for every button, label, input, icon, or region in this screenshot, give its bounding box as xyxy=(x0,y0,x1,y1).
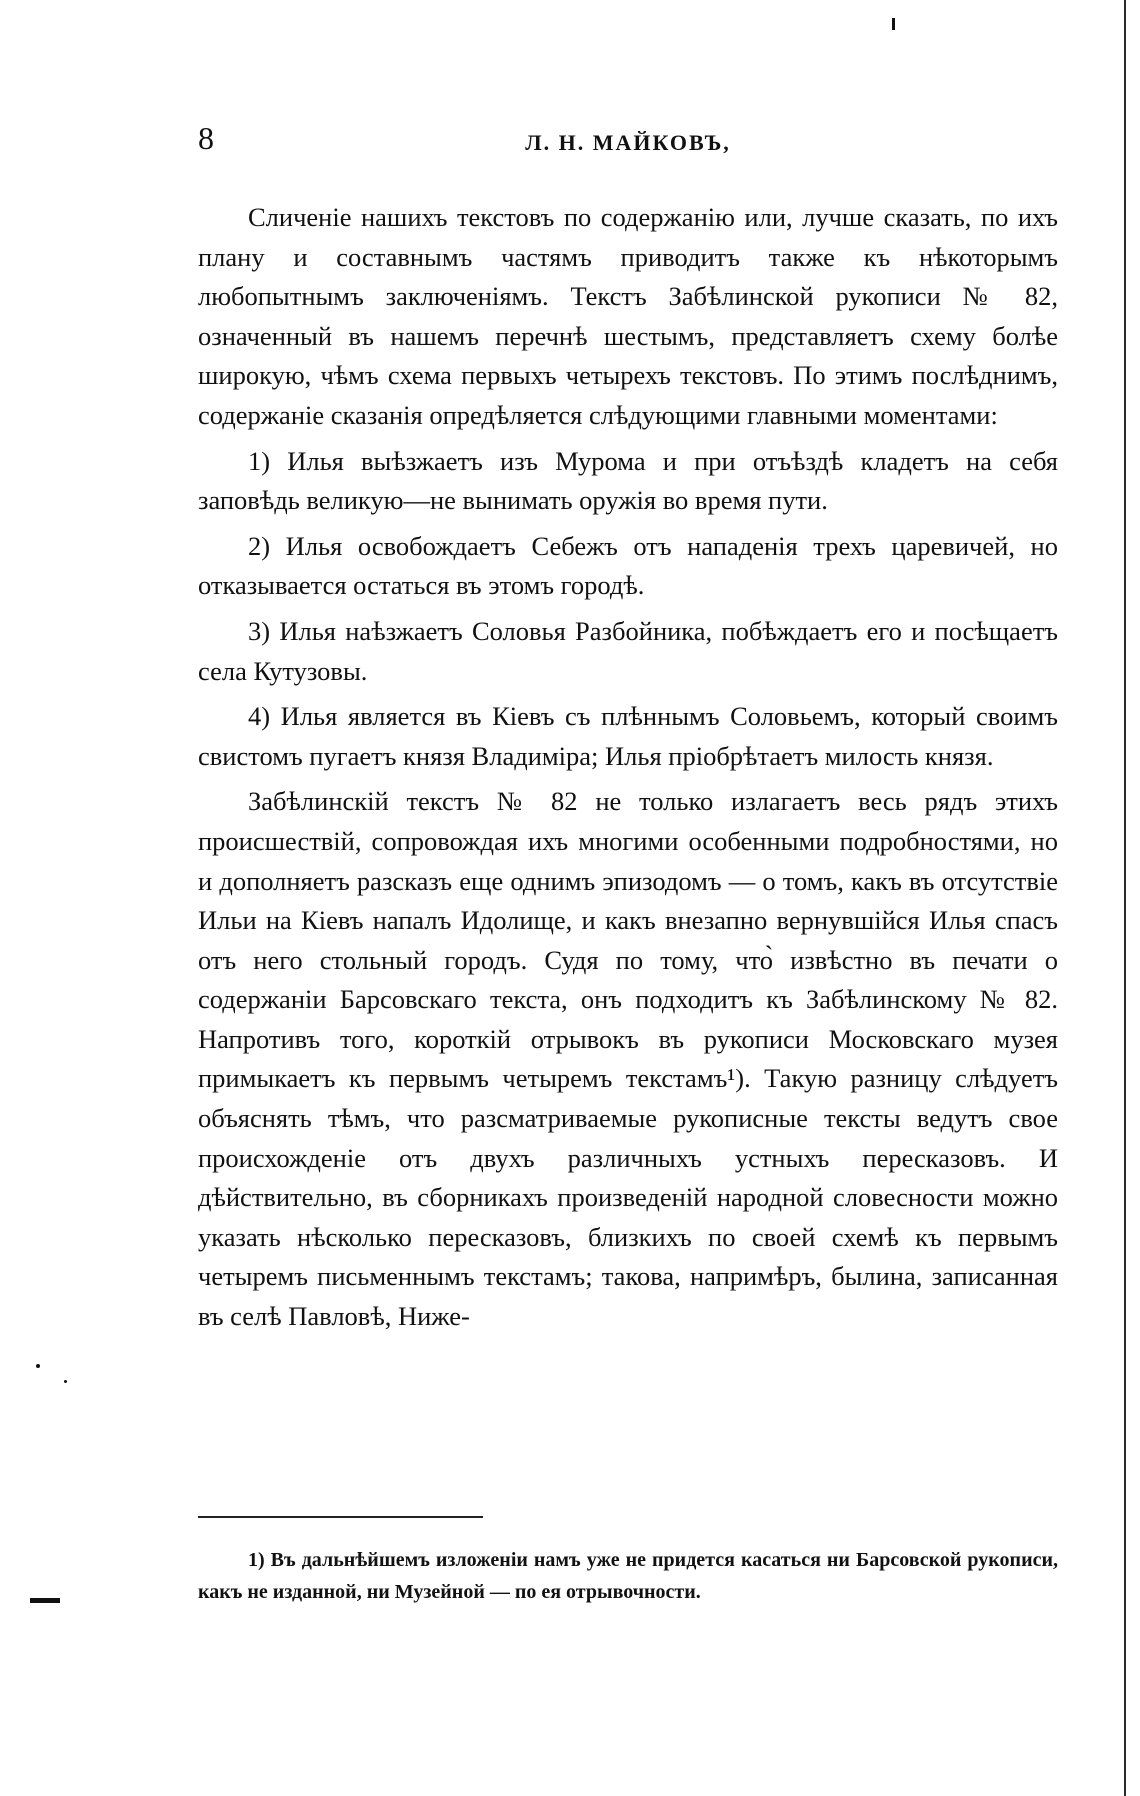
scan-speck xyxy=(892,18,895,30)
footnote-text: 1) Въ дальнѣйшемъ изложеніи намъ уже не придется касаться ни Барсовской рукописи, какъ не изданной, ни Музейной — по ея отрывочности. xyxy=(198,1549,1058,1603)
paragraph-moment-4: 4) Илья является въ Кіевъ съ плѣннымъ Соловьемъ, который своимъ свистомъ пугаетъ князя Владиміра; Илья пріобрѣтаетъ милость князя. xyxy=(198,701,1058,771)
main-text xyxy=(198,198,1058,1343)
page-header xyxy=(198,120,1058,160)
running-head: Л. Н. МАЙКОВЪ, xyxy=(525,130,731,155)
paragraph-intro: Сличеніе нашихъ текстовъ по содержанію или, лучше сказать, по ихъ плану и составнымъ частямъ приводитъ также къ нѣкоторымъ любопытнымъ заключеніямъ. Текстъ Забѣлинской рукописи № 82, означенный въ нашемъ перечнѣ шестымъ, представляетъ схему болѣе широкую, чѣмъ схема первыхъ четырехъ текстовъ. По этимъ послѣднимъ, содержаніе сказанія опредѣляется слѣдующими главными моментами: xyxy=(198,202,1058,430)
scan-speck xyxy=(64,1380,67,1383)
paragraph-zabelin-text: Забѣлинскій текстъ № 82 не только излагаетъ весь рядъ этихъ происшествій, сопровождая ихъ многими особенными подробностями, но и дополняетъ разсказъ еще однимъ эпизодомъ — о томъ, какъ въ отсутствіе Ильи на Кіевъ напалъ Идолище, и какъ внезапно вернувшійся Илья спасъ отъ него стольный городъ. Судя по тому, что̀ извѣстно въ печати о содержаніи Барсовскаго текста, онъ подходитъ къ Забѣлинскому № 82. Напротивъ того, короткій отрывокъ въ рукописи Московскаго музея примыкаетъ къ первымъ четыремъ текстамъ¹). Такую разницу слѣдуетъ объяснять тѣмъ, что разсматриваемые рукописные тексты ведутъ свое происхожденіе отъ двухъ различныхъ устныхъ пересказовъ. И дѣйствительно, въ сборникахъ произведеній народной словесности можно указать нѣсколько пересказовъ, близкихъ по своей схемѣ къ первымъ четыремъ письменнымъ текстамъ; такова, напримѣръ, былина, записанная въ селѣ Павловѣ, Ниже- xyxy=(198,786,1058,1332)
page-edge-line xyxy=(1124,0,1126,1796)
scan-speck xyxy=(30,1598,60,1603)
paragraph-moment-2: 2) Илья освобождаетъ Себежъ отъ нападенія трехъ царевичей, но отказывается остаться въ этомъ городѣ. xyxy=(198,530,1058,601)
footnote xyxy=(198,1544,1058,1608)
paragraph-moment-3: 3) Илья наѣзжаетъ Соловья Разбойника, побѣждаетъ его и посѣщаетъ села Кутузовы. xyxy=(198,615,1058,686)
scan-speck xyxy=(36,1364,40,1368)
footnote-separator xyxy=(198,1516,483,1518)
paragraph-moment-1: 1) Илья выѣзжаетъ изъ Мурома и при отъѣздѣ кладетъ на себя заповѣдь великую—не вынимать оружія во время пути. xyxy=(198,445,1058,516)
page-number: 8 xyxy=(198,120,214,156)
